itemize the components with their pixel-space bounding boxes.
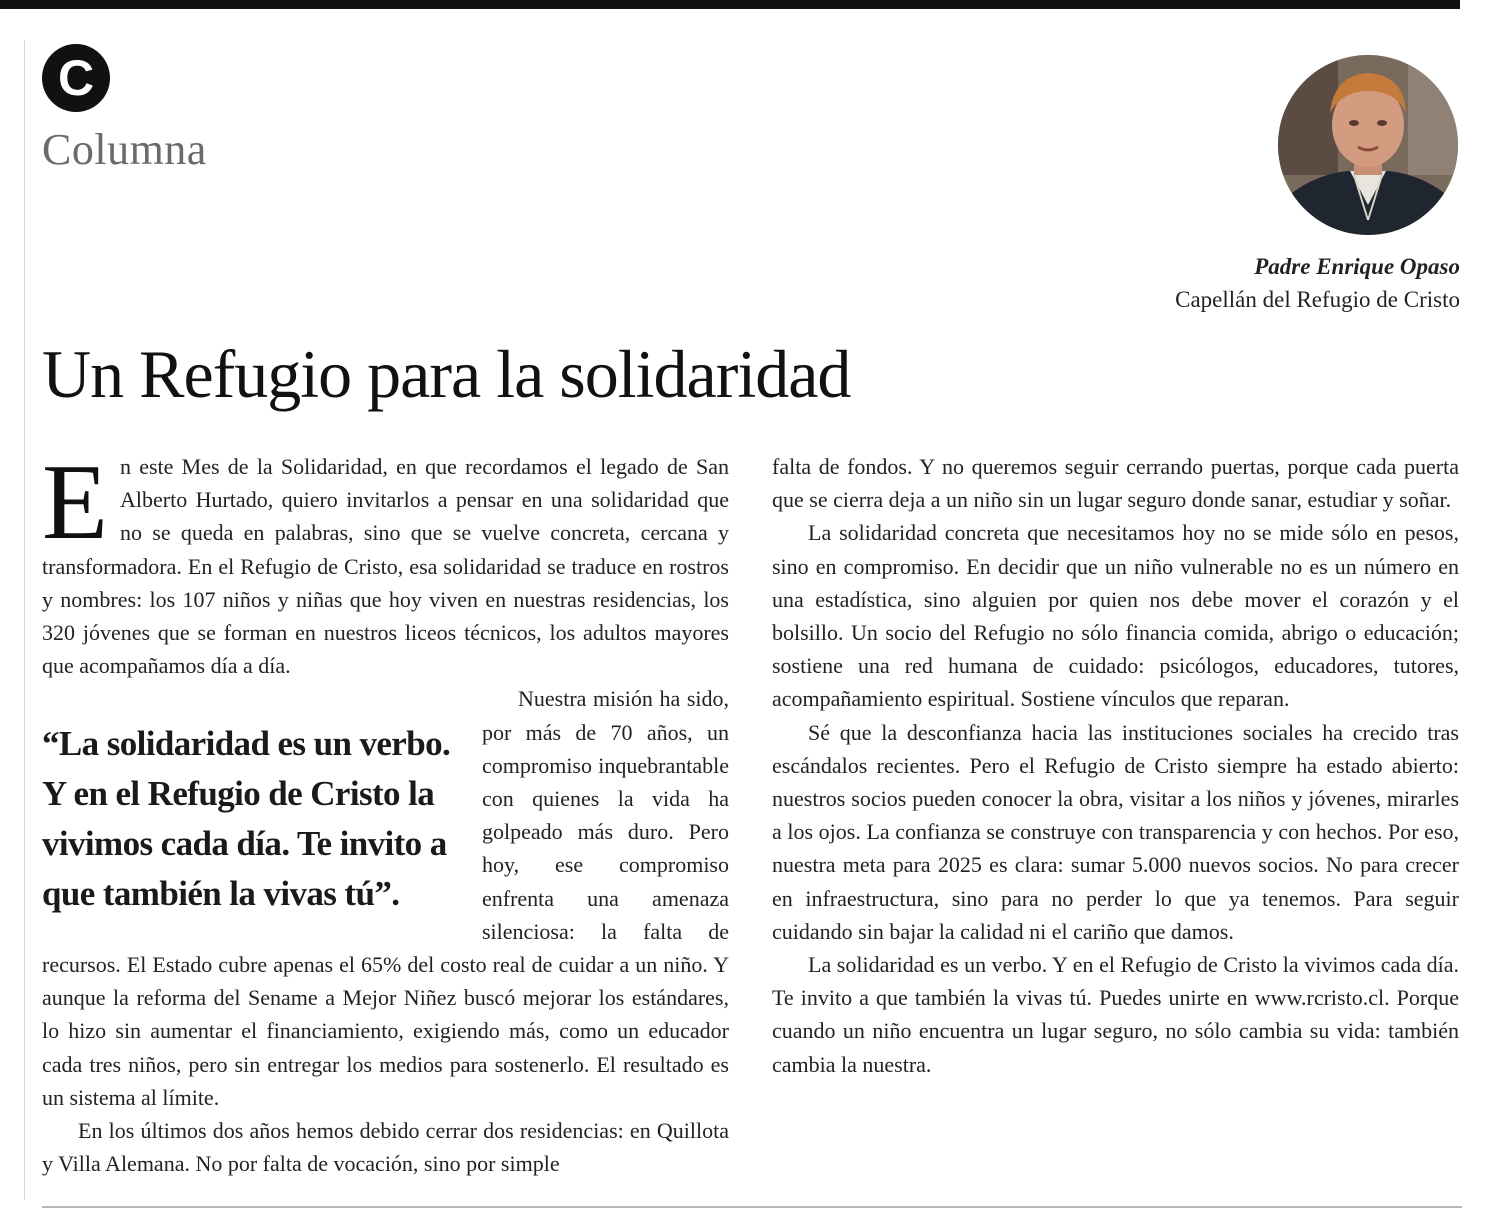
pull-quote: “La solidaridad es un verbo. Y en el Refugio de Cristo la vivimos cada día. Te invito a que también la vivas tú”. [42, 724, 451, 914]
top-rule [0, 0, 1460, 9]
paragraph: En los últimos dos años hemos debido cerrar dos residencias: en Quillota y Villa Alemana. No por falta de vocación, sino por simple [42, 1118, 729, 1177]
drop-cap: E [42, 443, 108, 562]
author-photo [1278, 55, 1458, 235]
author-role: Capellán del Refugio de Cristo [1175, 287, 1460, 312]
article-headline: Un Refugio para la solidaridad [42, 336, 851, 412]
paragraph: La solidaridad concreta que necesitamos hoy no se mide sólo en pesos, sino en compromiso. En decidir que un niño vulnerable no es un número en una estadística, sino alguien por quien nos debe mover el corazón y el bolsillo. Un socio del Refugio no sólo financia comida, abrigo o educación; sostiene una red humana de cuidado: psicólogos, educadores, tutores, acompañamiento espiritual. Sostiene vínculos que reparan. [772, 520, 1459, 712]
paragraph: La solidaridad es un verbo. Y en el Refugio de Cristo la vivimos cada día. Te invito a que también la vivas tú. Puedes unirte en www.rcristo.cl. Porque cuando un niño encuentra un lugar seguro, no sólo cambia su vida: también cambia la nuestra. [772, 952, 1459, 1077]
paragraph: falta de fondos. Y no queremos seguir cerrando puertas, porque cada puerta que se cierra deja a un niño sin un lugar seguro donde sanar, estudiar y soñar. [772, 454, 1459, 513]
author-name: Padre Enrique Opaso [1254, 254, 1460, 279]
paragraph: Sé que la desconfianza hacia las instituciones sociales ha crecido tras escándalos recientes. Pero el Refugio de Cristo siempre ha estado abierto: nuestros socios pueden conocer la obra, visitar a los niños y jóvenes, mirarles a los ojos. La confianza se construye con transparencia y con hechos. Por eso, nuestra meta para 2025 es clara: sumar 5.000 nuevos socios. No para crecer en infraestructura, sino para no perder lo que ya tenemos. Para seguir cuidando sin bajar la calidad ni el cariño que damos. [772, 719, 1459, 944]
section-label: Columna [42, 125, 207, 174]
left-margin-rule [24, 40, 25, 1200]
section-badge-icon: C [42, 44, 110, 112]
pullquote-spacer [42, 682, 43, 715]
author-portrait-icon [1278, 55, 1458, 235]
bottom-rule [42, 1206, 1462, 1208]
paragraph: n este Mes de la Solidaridad, en que recordamos el legado de San Alberto Hurtado, quiero invitarlos a pensar en una solidaridad que no se queda en palabras, sino que se vuelve concreta, cercana y transformadora. En el Refugio de Cristo, esa solidaridad se traduce en rostros y nombres: los 107 niños y niñas que hoy viven en nuestras residencias, los 320 jóvenes que se forman en nuestros liceos técnicos, los adultos mayores que acompañamos día a día. [42, 454, 729, 679]
article-column-2 [772, 450, 1459, 1081]
author-byline [1175, 250, 1460, 316]
article-column-1 [42, 443, 729, 1180]
paragraph: Nuestra misión ha sido, por más de 70 años, un compromiso inquebrantable con quienes la vida ha golpeado más duro. Pero hoy, ese compromiso enfrenta una amenaza silenciosa: la falta de recursos. El Estado cubre apenas el 65% del costo real de cuidar a un niño. Y aunque la reforma del Sename a Mejor Niñez buscó mejorar los estándares, lo hizo sin aumentar el financiamiento, exigiendo más, como un educador cada tres niños, pero sin entregar los medios para sostenerlo. El resultado es un sistema al límite. [42, 686, 729, 1110]
